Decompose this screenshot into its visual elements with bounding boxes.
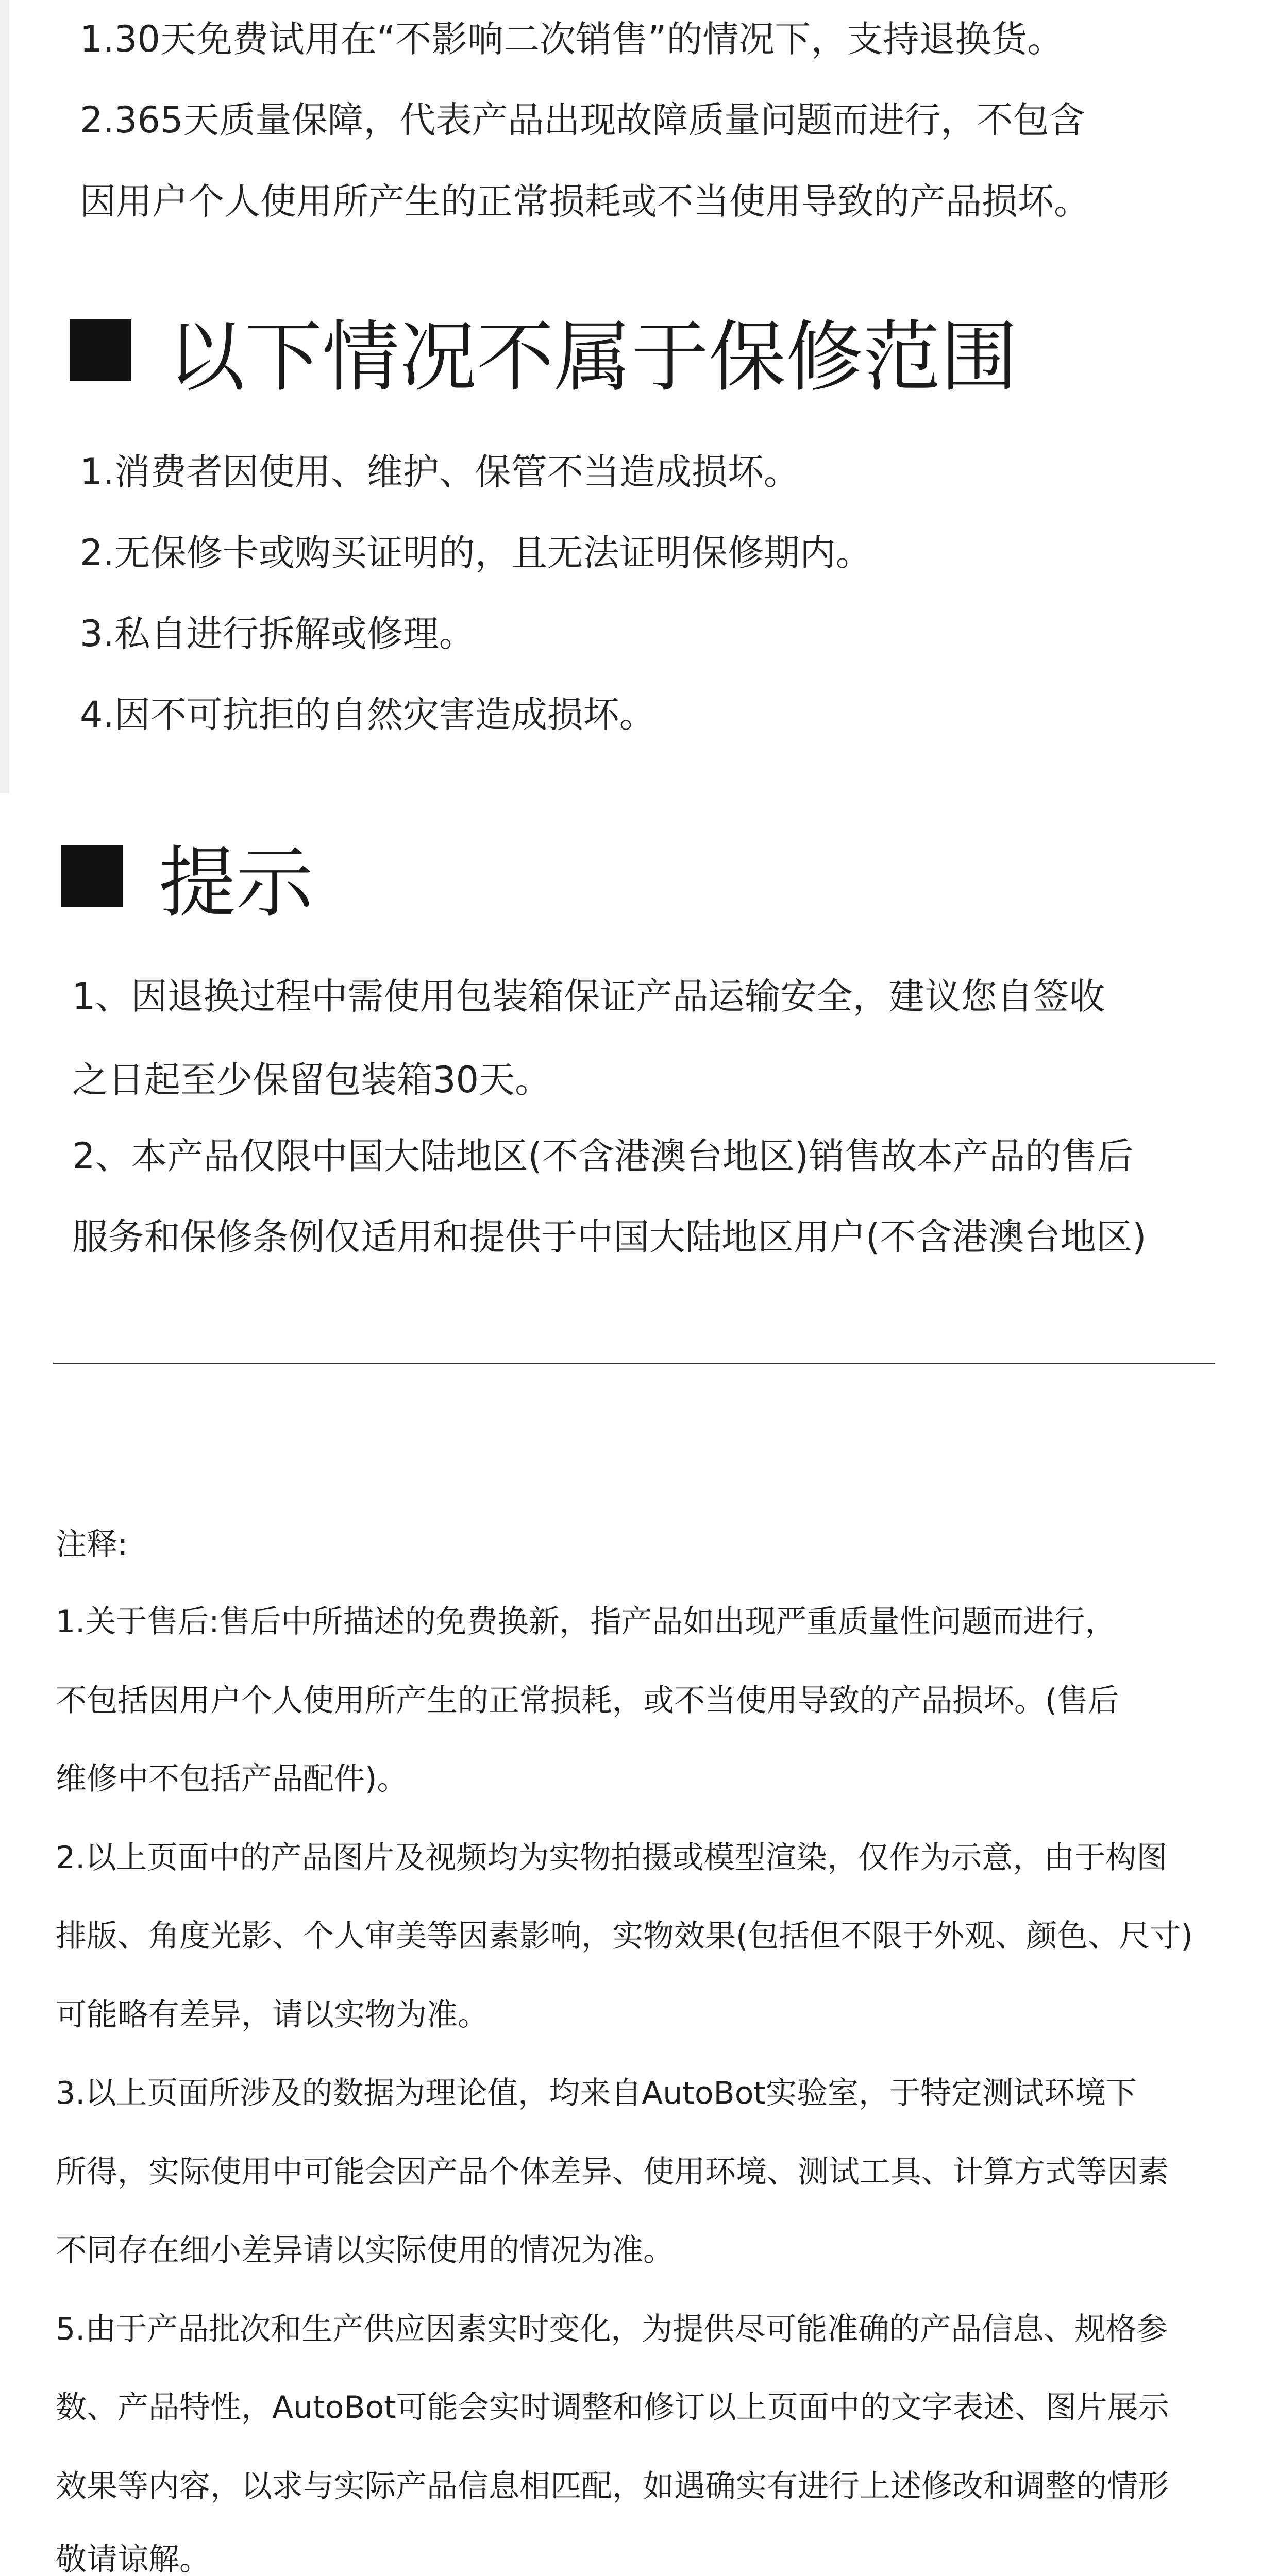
note-line-6: 可能略有差异，请以实物为准。	[56, 1997, 489, 2033]
note-line-2: 不包括因用户个人使用所产生的正常损耗，或不当使用导致的产品损坏。(售后	[56, 1683, 1119, 1719]
tip-line-4: 服务和保修条例仅适用和提供于中国大陆地区用户(不含港澳台地区)	[72, 1216, 1147, 1258]
note-line-8: 所得，实际使用中可能会因产品个体差异、使用环境、测试工具、计算方式等因素	[56, 2154, 1169, 2190]
note-line-7: 3.以上页面所涉及的数据为理论值，均来自AutoBot实验室，于特定测试环境下	[56, 2075, 1137, 2111]
note-line-13: 敬请谅解。	[56, 2541, 210, 2576]
note-line-5: 排版、角度光影、个人审美等因素影响，实物效果(包括但不限于外观、颜色、尺寸)	[56, 1918, 1193, 1954]
tip-line-1: 1、因退换过程中需使用包装箱保证产品运输安全，建议您自签收	[72, 975, 1105, 1018]
note-line-1: 1.关于售后:售后中所描述的免费换新，指产品如出现严重质量性问题而进行，	[56, 1604, 1116, 1640]
note-line-11: 数、产品特性，AutoBot可能会实时调整和修订以上页面中的文字表述、图片展示	[56, 2389, 1169, 2426]
tip-line-3: 2、本产品仅限中国大陆地区(不含港澳台地区)销售故本产品的售后	[72, 1135, 1134, 1177]
top-line-3: 因用户个人使用所产生的正常损耗或不当使用导致的产品损坏。	[80, 180, 1090, 223]
left-gray-strip	[0, 0, 9, 793]
note-line-10: 5.由于产品批次和生产供应因素实时变化，为提供尽可能准确的产品信息、规格参	[56, 2311, 1168, 2347]
heading-bullet-square	[70, 319, 131, 381]
top-line-1: 1.30天免费试用在“不影响二次销售”的情况下，支持退换货。	[80, 18, 1064, 60]
warranty-exclusions-heading	[70, 309, 1018, 402]
note-line-9: 不同存在细小差异请以实际使用的情况为准。	[56, 2232, 674, 2268]
top-line-2: 2.365天质量保障，代表产品出现故障质量问题而进行，不包含	[80, 99, 1085, 141]
exclusion-item-4: 4.因不可抗拒的自然灾害造成损坏。	[80, 693, 655, 736]
tips-heading	[61, 835, 314, 928]
note-line-3: 维修中不包括产品配件)。	[56, 1761, 408, 1797]
heading-bullet-square	[61, 845, 123, 907]
exclusion-item-3: 3.私自进行拆解或修理。	[80, 613, 475, 655]
warranty-exclusions-heading-text: 以下情况不属于保修范围	[167, 313, 1018, 402]
tip-line-2: 之日起至少保留包装箱30天。	[72, 1059, 551, 1101]
notes-title: 注释:	[56, 1527, 128, 1563]
exclusion-item-1: 1.消费者因使用、维护、保管不当造成损坏。	[80, 451, 800, 493]
tips-heading-text: 提示	[159, 838, 314, 928]
exclusion-item-2: 2.无保修卡或购买证明的，且无法证明保修期内。	[80, 532, 872, 574]
section-divider	[53, 1363, 1215, 1364]
note-line-12: 效果等内容，以求与实际产品信息相匹配，如遇确实有进行上述修改和调整的情形	[56, 2468, 1169, 2504]
note-line-4: 2.以上页面中的产品图片及视频均为实物拍摄或模型渲染，仅作为示意，由于构图	[56, 1840, 1168, 1876]
